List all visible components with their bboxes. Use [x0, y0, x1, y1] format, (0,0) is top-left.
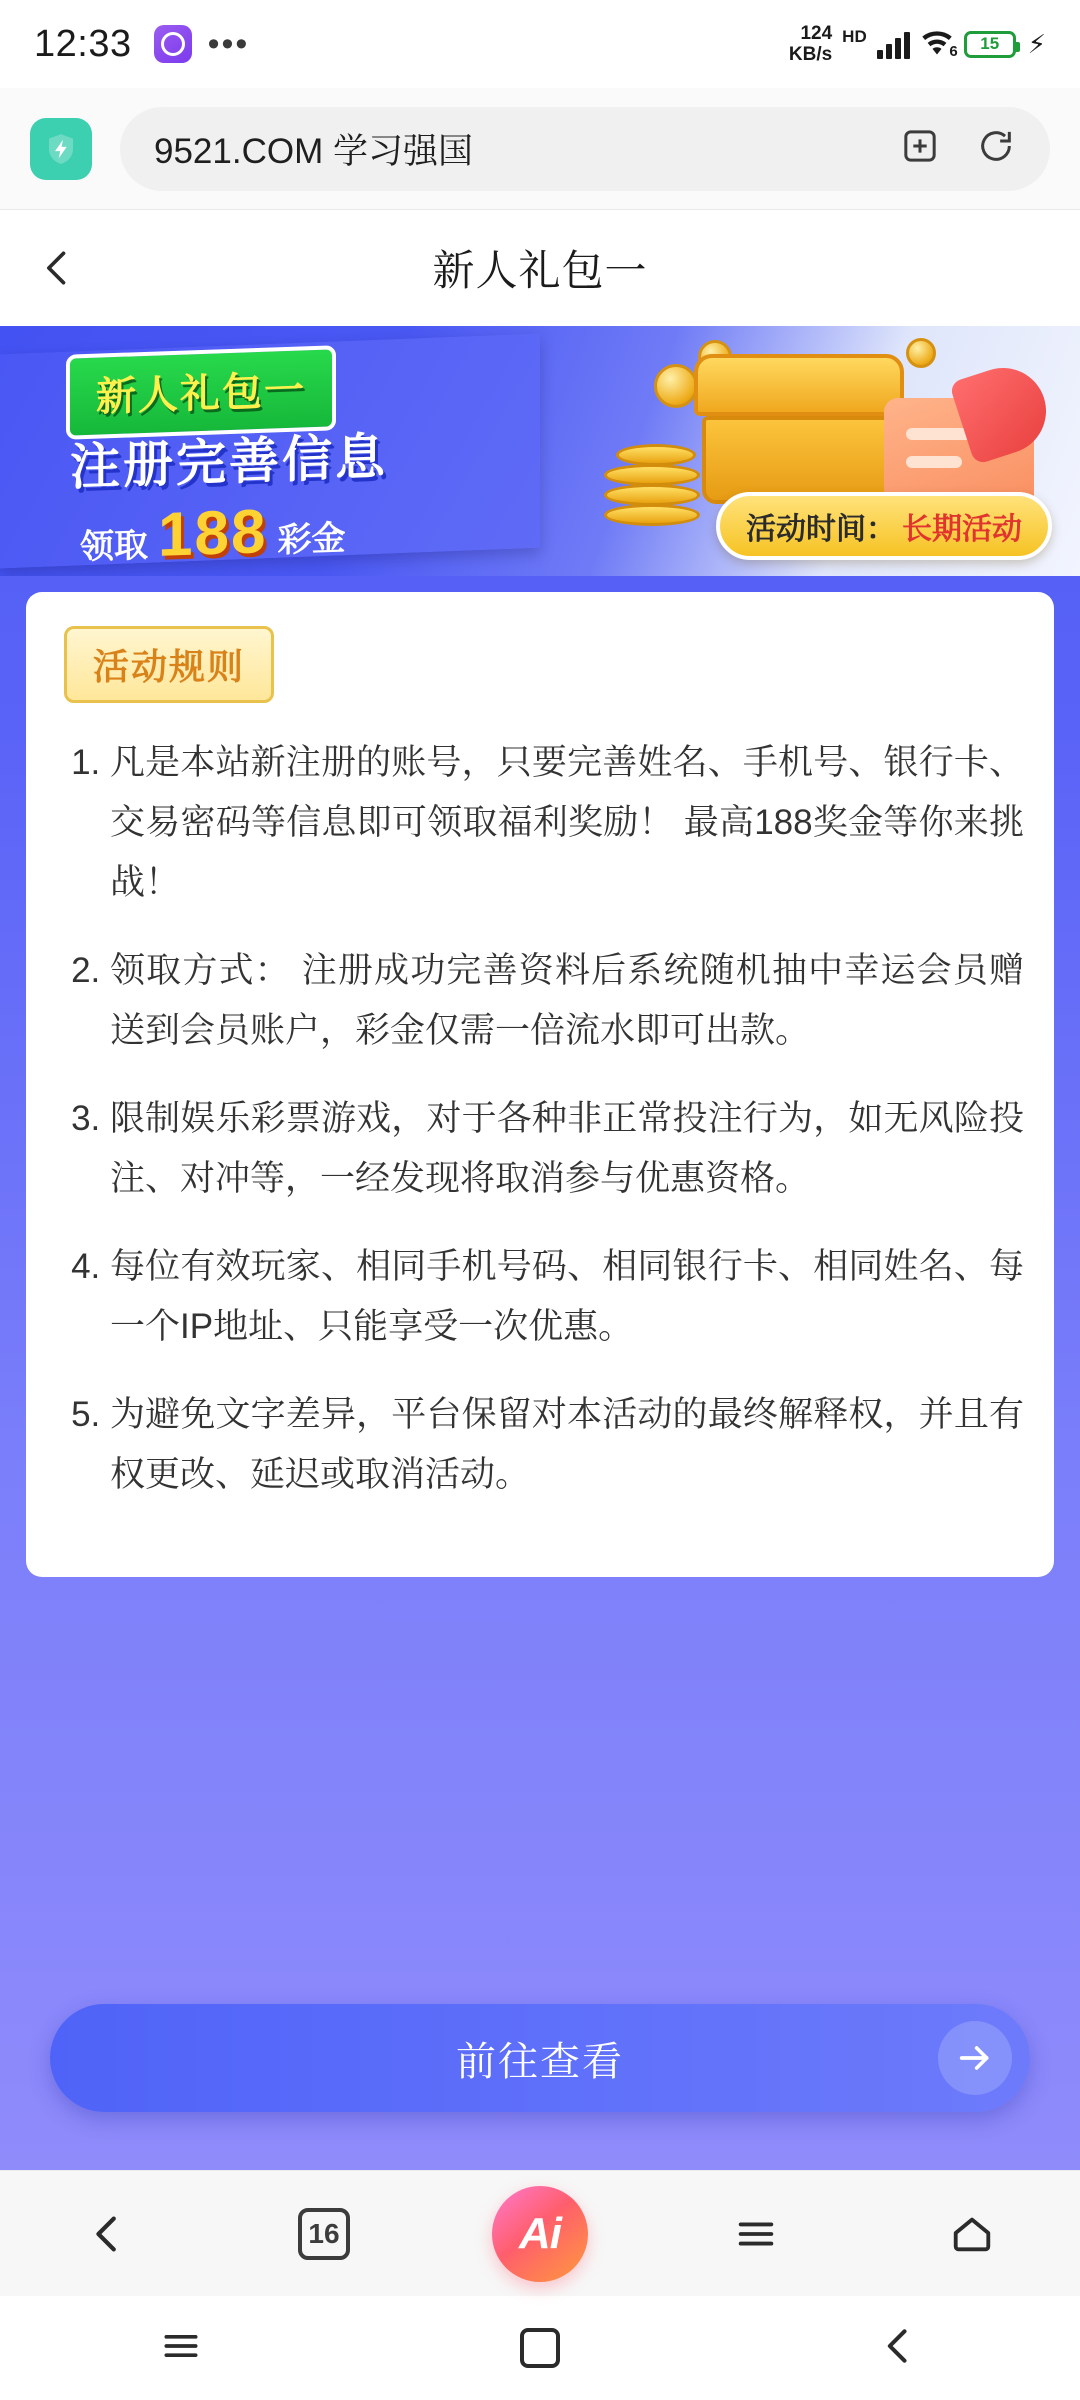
activity-time-label: 活动时间：: [746, 513, 896, 546]
list-item: 2. 领取方式： 注册成功完善资料后系统随机抽中幸运会员赠送到会员账户，彩金仅需一倍流水即可出款。: [110, 941, 1024, 1061]
treasure-chest-icon: [694, 354, 904, 504]
bookmark-add-icon[interactable]: [900, 126, 940, 171]
tab-count: 16: [298, 2208, 350, 2260]
network-speed-unit: KB/s: [788, 44, 833, 65]
signal-bars-icon: [877, 29, 910, 59]
browser-back-button[interactable]: [33, 2211, 183, 2257]
wifi-generation-label: 6: [949, 43, 958, 60]
promo-banner: [0, 326, 1080, 576]
banner-amount: 188: [158, 497, 268, 570]
browser-bottom-toolbar: [0, 2170, 1080, 2296]
banner-sub-prefix: 领取: [80, 526, 148, 567]
list-item: 4. 每位有效玩家、相同手机号码、相同银行卡、相同姓名、每一个IP地址、只能享受一次优惠。: [110, 1237, 1024, 1357]
go-view-label: 前往查看: [456, 2039, 624, 2084]
ai-assistant-button[interactable]: [465, 2186, 615, 2282]
status-right-cluster: [789, 23, 1046, 65]
android-nav-bar: [0, 2296, 1080, 2400]
status-bar: [0, 0, 1080, 88]
browser-menu-button[interactable]: [681, 2211, 831, 2257]
url-text: 9521.COM 学习强国: [154, 131, 473, 171]
site-shield-icon[interactable]: [30, 118, 92, 180]
go-view-button[interactable]: [50, 2004, 1030, 2112]
rules-list: [56, 733, 1024, 1505]
url-input[interactable]: [120, 107, 1050, 191]
network-speed: [789, 23, 832, 65]
rules-title: 活动规则: [93, 646, 246, 687]
battery-icon: [964, 31, 1016, 58]
activity-time-value: 长期活动: [902, 513, 1022, 546]
banner-subheadline: [80, 493, 345, 573]
battery-level: 15: [980, 34, 1000, 53]
reload-icon[interactable]: [976, 126, 1016, 171]
square-home-icon: [520, 2328, 560, 2368]
rules-title-badge: [64, 626, 274, 703]
url-actions: [900, 126, 1016, 171]
coin-stack-icon: [604, 396, 724, 526]
charging-bolt-icon: ⚡: [1027, 28, 1046, 59]
nav-home-button[interactable]: [520, 2328, 560, 2368]
status-app-icon: [154, 25, 192, 63]
tab-switcher-button[interactable]: [249, 2208, 399, 2260]
page-header: [0, 210, 1080, 326]
browser-home-button[interactable]: [897, 2211, 1047, 2257]
hd-label: HD: [842, 27, 867, 46]
ai-label: Ai: [519, 2208, 561, 2258]
list-item: 3. 限制娱乐彩票游戏，对于各种非正常投注行为，如无风险投注、对冲等，一经发现将取消参与优惠资格。: [110, 1089, 1024, 1209]
page-back-button[interactable]: [36, 246, 80, 290]
banner-badge-label: 新人礼包一: [96, 368, 306, 420]
banner-sub-suffix: 彩金: [277, 519, 346, 560]
status-time: 12:33: [34, 22, 132, 65]
network-speed-value: 124: [800, 23, 833, 44]
activity-time-pill: [716, 492, 1052, 560]
wifi-icon: [920, 30, 958, 60]
status-overflow-dots: •••: [207, 25, 250, 63]
list-item: 5. 为避免文字差异，平台保留对本活动的最终解释权，并且有权更改、延迟或取消活动。: [110, 1385, 1024, 1505]
list-item: 1. 凡是本站新注册的账号，只要完善姓名、手机号、银行卡、交易密码等信息即可领取福利奖励！ 最高188奖金等你来挑战！: [110, 733, 1024, 913]
page-content: [0, 326, 1080, 2170]
browser-url-bar: [0, 88, 1080, 210]
arrow-right-icon[interactable]: [938, 2021, 1012, 2095]
page-title: 新人礼包一: [432, 247, 648, 294]
banner-headline: 注册完善信息: [70, 428, 388, 496]
nav-recents-button[interactable]: [159, 2324, 203, 2373]
rules-card: [26, 592, 1054, 1577]
nav-back-button[interactable]: [877, 2324, 921, 2373]
